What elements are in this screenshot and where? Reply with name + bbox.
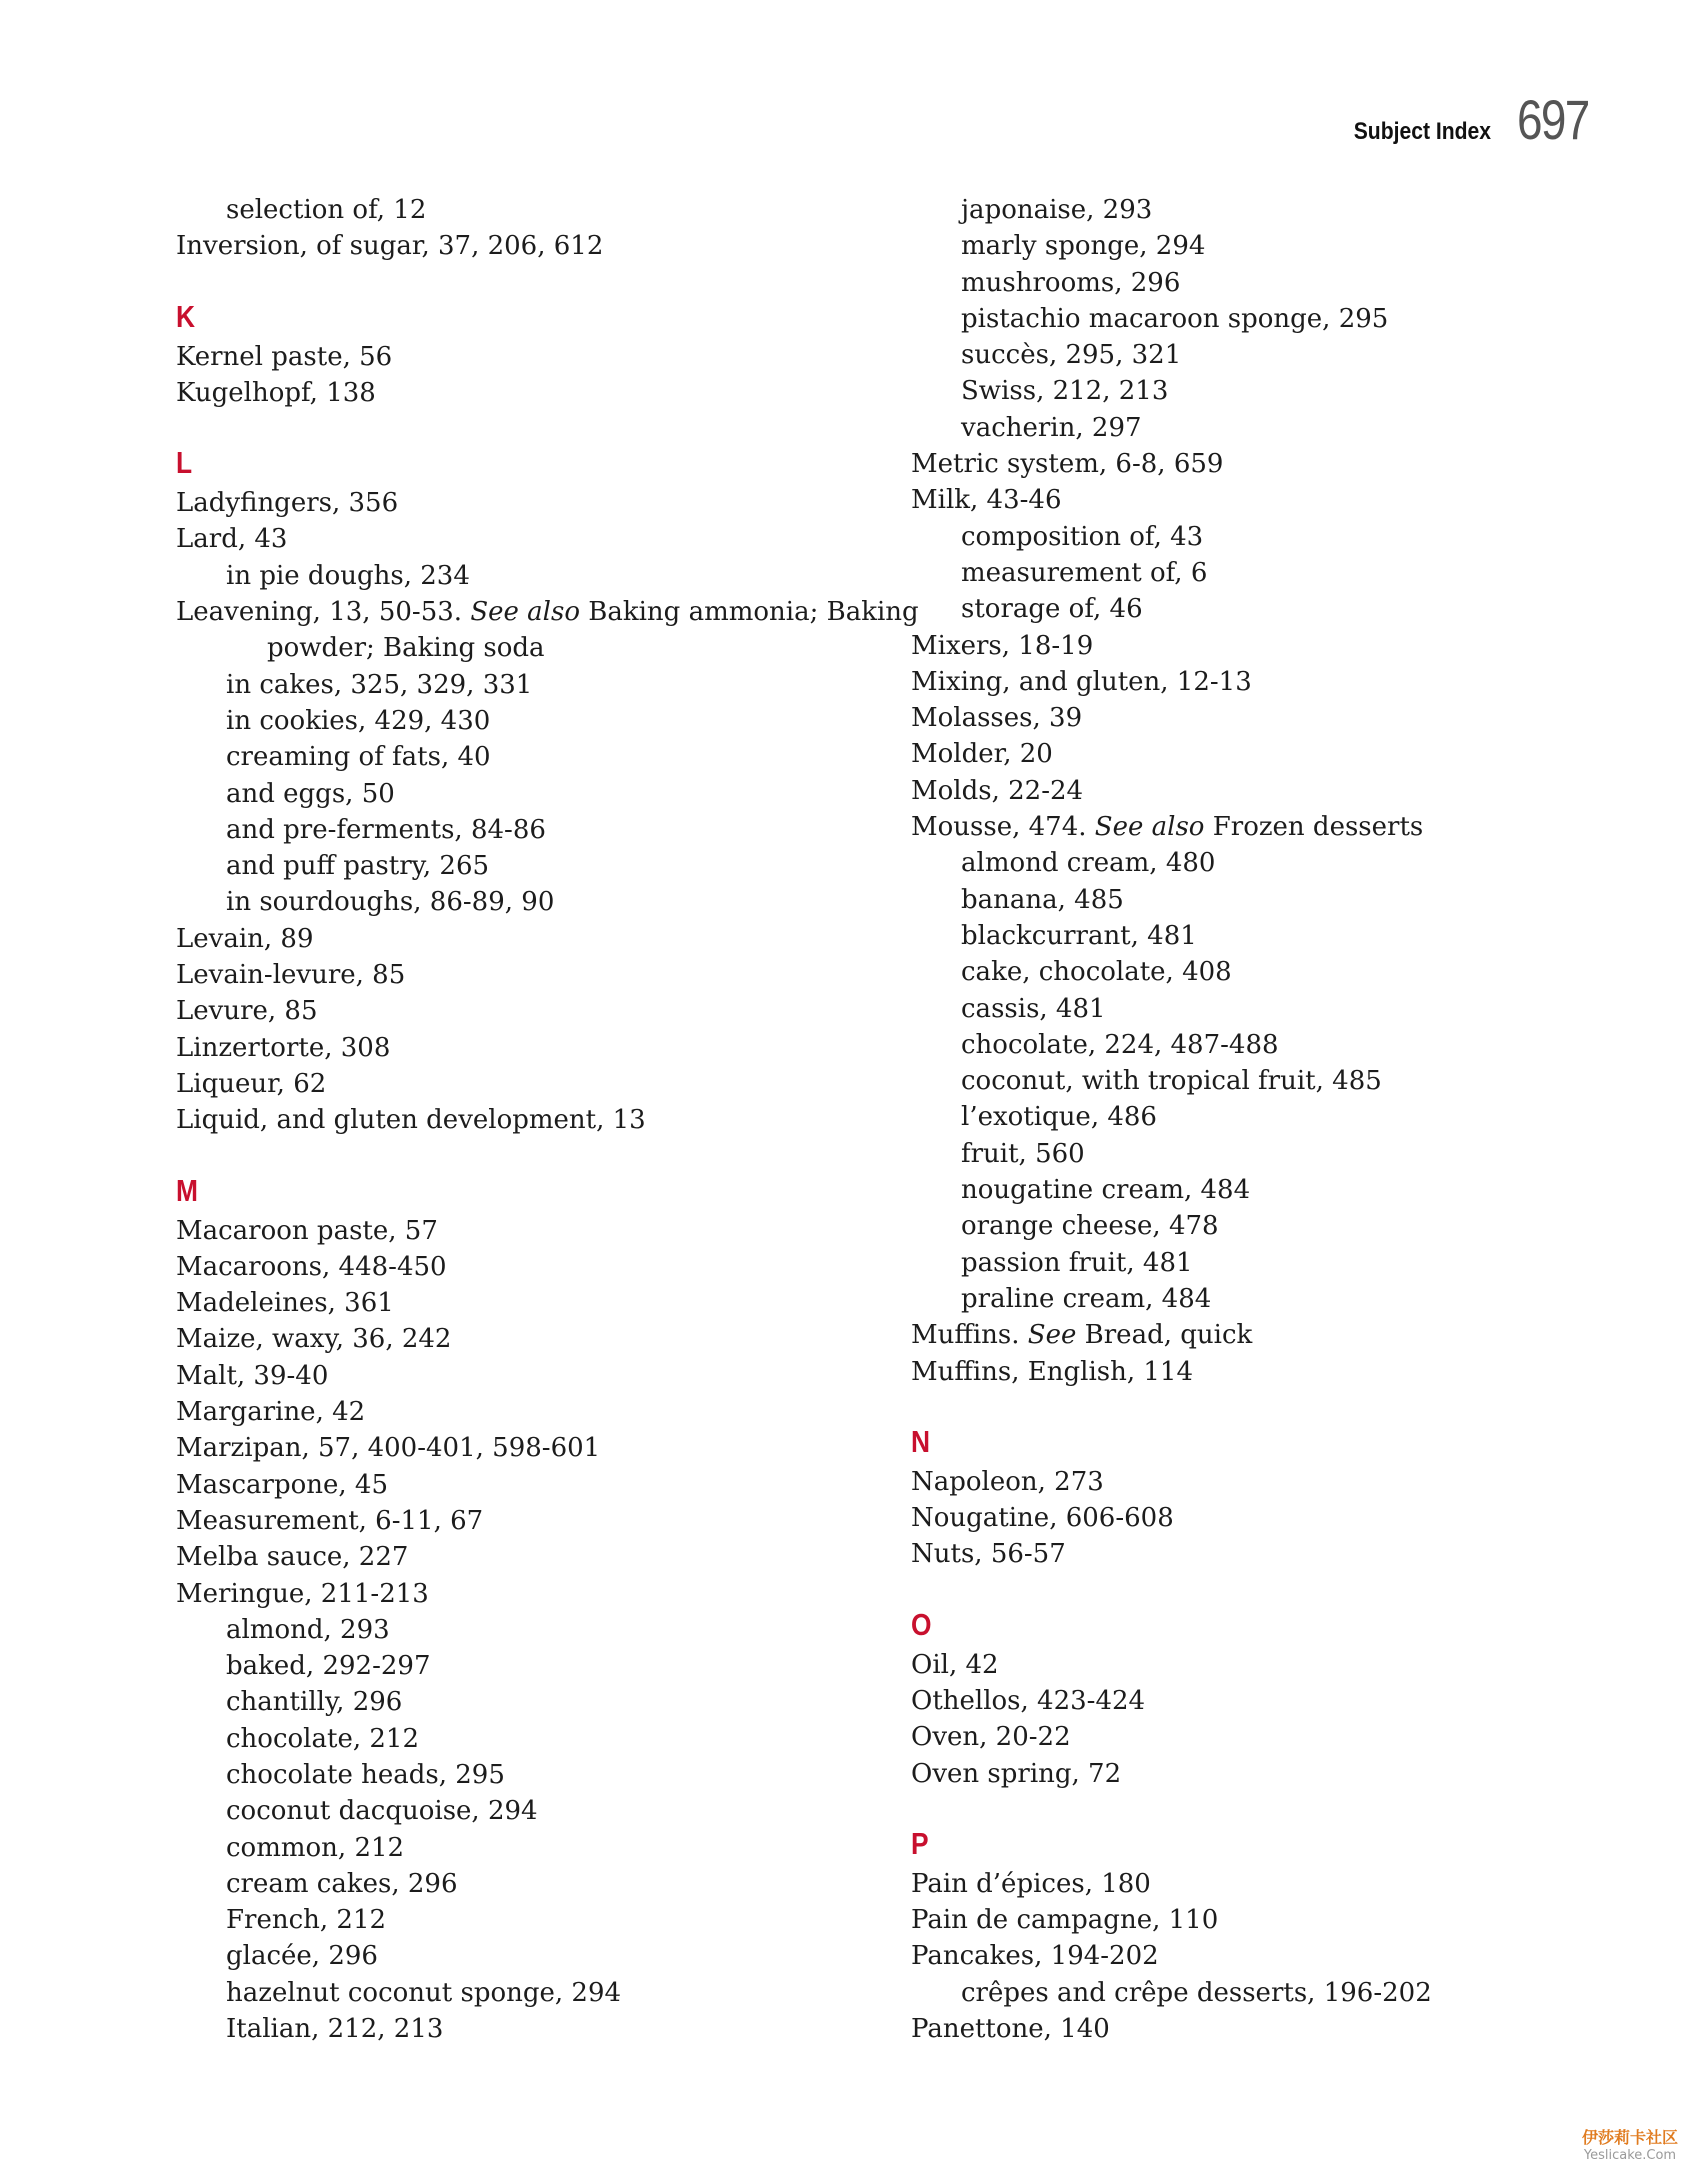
index-subentry: chocolate, 224, 487-488	[961, 1029, 1279, 1060]
index-subentry: measurement of, 6	[961, 557, 1208, 588]
index-subentry: crêpes and crêpe desserts, 196-202	[961, 1977, 1432, 2008]
index-entry: Panettone, 140	[911, 2014, 1110, 2045]
index-entry: Levain-levure, 85	[176, 960, 406, 991]
index-entry: Malt, 39-40	[176, 1360, 329, 1391]
letter-heading-k: K	[176, 298, 196, 334]
index-entry: Maize, waxy, 36, 242	[176, 1324, 452, 1355]
see-also-reference: See also	[1094, 812, 1205, 843]
index-entry	[176, 594, 919, 630]
section-title: Subject Index	[1353, 118, 1491, 145]
index-entry: Marzipan, 57, 400-401, 598-601	[176, 1433, 601, 1464]
index-subentry: and puff pastry, 265	[226, 851, 490, 882]
index-subentry: baked, 292-297	[226, 1651, 431, 1682]
entry-text: Leavening, 13, 50-53.	[176, 597, 463, 628]
index-entry	[911, 1317, 1571, 1353]
index-entry: Metric system, 6-8, 659	[911, 449, 1224, 480]
index-subentry: chocolate heads, 295	[226, 1759, 505, 1790]
index-entry: Napoleon, 273	[911, 1466, 1104, 1497]
index-subentry: fruit, 560	[961, 1138, 1085, 1169]
index-subentry: French, 212	[226, 1905, 387, 1936]
letter-heading-l: L	[176, 445, 193, 481]
index-entry: Kugelhopf, 138	[176, 377, 376, 408]
index-subentry: coconut, with tropical fruit, 485	[961, 1066, 1382, 1097]
index-entry: Pancakes, 194-202	[911, 1941, 1159, 1972]
index-subentry: cream cakes, 296	[226, 1868, 458, 1899]
index-entry: Liquid, and gluten development, 13	[176, 1105, 646, 1136]
index-entry: Othellos, 423-424	[911, 1685, 1146, 1716]
index-entry: Macaroons, 448-450	[176, 1251, 447, 1282]
index-subentry: nougatine cream, 484	[961, 1175, 1251, 1206]
entry-text: Baking ammonia; Baking	[588, 597, 919, 628]
index-subentry: creaming of fats, 40	[226, 742, 491, 773]
index-entry: Milk, 43-46	[911, 485, 1062, 516]
index-subentry: and pre-ferments, 84-86	[226, 814, 546, 845]
index-column-left	[176, 192, 919, 2047]
index-entry: Oven, 20-22	[911, 1722, 1071, 1753]
entry-text: Muffins.	[911, 1320, 1020, 1351]
index-entry: Molder, 20	[911, 739, 1053, 770]
index-subentry: succès, 295, 321	[961, 340, 1182, 371]
index-subentry: passion fruit, 481	[961, 1247, 1193, 1278]
index-column-right	[911, 192, 1571, 2047]
index-subentry: japonaise, 293	[961, 195, 1153, 225]
index-entry: Molds, 22-24	[911, 775, 1084, 806]
index-entry: Ladyfingers, 356	[176, 488, 399, 519]
index-entry: Nuts, 56-57	[911, 1539, 1066, 1570]
index-subentry: common, 212	[226, 1832, 405, 1863]
index-entry: Melba sauce, 227	[176, 1542, 409, 1573]
letter-heading-n: N	[911, 1423, 931, 1459]
index-entry: Oil, 42	[911, 1649, 999, 1680]
watermark	[1582, 2125, 1678, 2163]
index-entry: Nougatine, 606-608	[911, 1503, 1174, 1534]
index-subentry: orange cheese, 478	[961, 1211, 1219, 1242]
index-entry: Meringue, 211-213	[176, 1578, 429, 1609]
index-entry: Molasses, 39	[911, 703, 1083, 734]
index-subentry: almond cream, 480	[961, 848, 1216, 879]
index-subentry: praline cream, 484	[961, 1283, 1212, 1314]
index-subentry: banana, 485	[961, 884, 1124, 915]
index-subentry: chantilly, 296	[226, 1687, 403, 1718]
index-subentry: cassis, 481	[961, 993, 1106, 1024]
index-subentry: in pie doughs, 234	[226, 560, 470, 591]
entry-text: Frozen desserts	[1212, 812, 1424, 843]
watermark-site-text: Yeslicake.Com	[1583, 2148, 1677, 2163]
index-entry: Margarine, 42	[176, 1397, 366, 1428]
index-subentry: cake, chocolate, 408	[961, 957, 1232, 988]
watermark-chinese-text: 伊莎莉卡社区	[1581, 2128, 1678, 2147]
index-entry: Lard, 43	[176, 524, 288, 555]
index-subentry: in cakes, 325, 329, 331	[226, 669, 533, 700]
index-entry: Mixing, and gluten, 12-13	[911, 666, 1252, 697]
index-subentry: pistachio macaroon sponge, 295	[961, 303, 1389, 334]
index-subentry: storage of, 46	[961, 594, 1143, 625]
index-entry-continuation: powder; Baking soda	[267, 633, 545, 664]
index-subentry: vacherin, 297	[961, 412, 1142, 443]
page-number: 697	[1516, 88, 1589, 151]
index-subentry: coconut dacquoise, 294	[226, 1796, 538, 1827]
index-entry: Levure, 85	[176, 996, 318, 1027]
page-header	[1335, 88, 1604, 151]
index-entry: Mascarpone, 45	[176, 1469, 388, 1500]
entry-text: Mousse, 474.	[911, 812, 1087, 843]
letter-heading-m: M	[176, 1172, 198, 1208]
letter-heading-o: O	[911, 1606, 932, 1642]
index-entry: Linzertorte, 308	[176, 1032, 391, 1063]
index-subentry: mushrooms, 296	[961, 267, 1181, 298]
index-entry: Pain d’épices, 180	[911, 1868, 1151, 1899]
index-subentry: selection of, 12	[226, 195, 427, 225]
index-entry: Liqueur, 62	[176, 1068, 327, 1099]
index-entry: Muffins, English, 114	[911, 1356, 1194, 1387]
index-entry: Macaroon paste, 57	[176, 1215, 438, 1246]
index-subentry: glacée, 296	[226, 1941, 378, 1972]
index-entry: Pain de campagne, 110	[911, 1905, 1219, 1936]
index-entry: Inversion, of sugar, 37, 206, 612	[176, 231, 604, 262]
index-subentry: blackcurrant, 481	[961, 920, 1197, 951]
index-entry: Mixers, 18-19	[911, 630, 1094, 661]
index-entry	[911, 809, 1571, 845]
letter-heading-p: P	[911, 1825, 929, 1861]
index-entry: Madeleines, 361	[176, 1288, 394, 1319]
index-subentry: almond, 293	[226, 1614, 390, 1645]
see-also-reference: See also	[470, 597, 580, 628]
entry-text: Bread, quick	[1084, 1320, 1253, 1351]
index-subentry: Swiss, 212, 213	[961, 376, 1169, 407]
index-entry: Oven spring, 72	[911, 1758, 1122, 1789]
index-subentry: and eggs, 50	[226, 778, 395, 809]
index-subentry: chocolate, 212	[226, 1723, 419, 1754]
index-entry: Levain, 89	[176, 923, 314, 954]
index-subentry: Italian, 212, 213	[226, 2014, 444, 2045]
index-subentry: l’exotique, 486	[961, 1102, 1157, 1133]
index-subentry: in sourdoughs, 86-89, 90	[226, 887, 555, 918]
index-subentry: composition of, 43	[961, 521, 1204, 552]
see-reference: See	[1027, 1320, 1077, 1351]
index-entry: Measurement, 6-11, 67	[176, 1505, 484, 1536]
index-entry: Kernel paste, 56	[176, 341, 393, 372]
index-subentry: in cookies, 429, 430	[226, 705, 491, 736]
index-subentry: marly sponge, 294	[961, 231, 1206, 262]
index-subentry: hazelnut coconut sponge, 294	[226, 1977, 622, 2008]
